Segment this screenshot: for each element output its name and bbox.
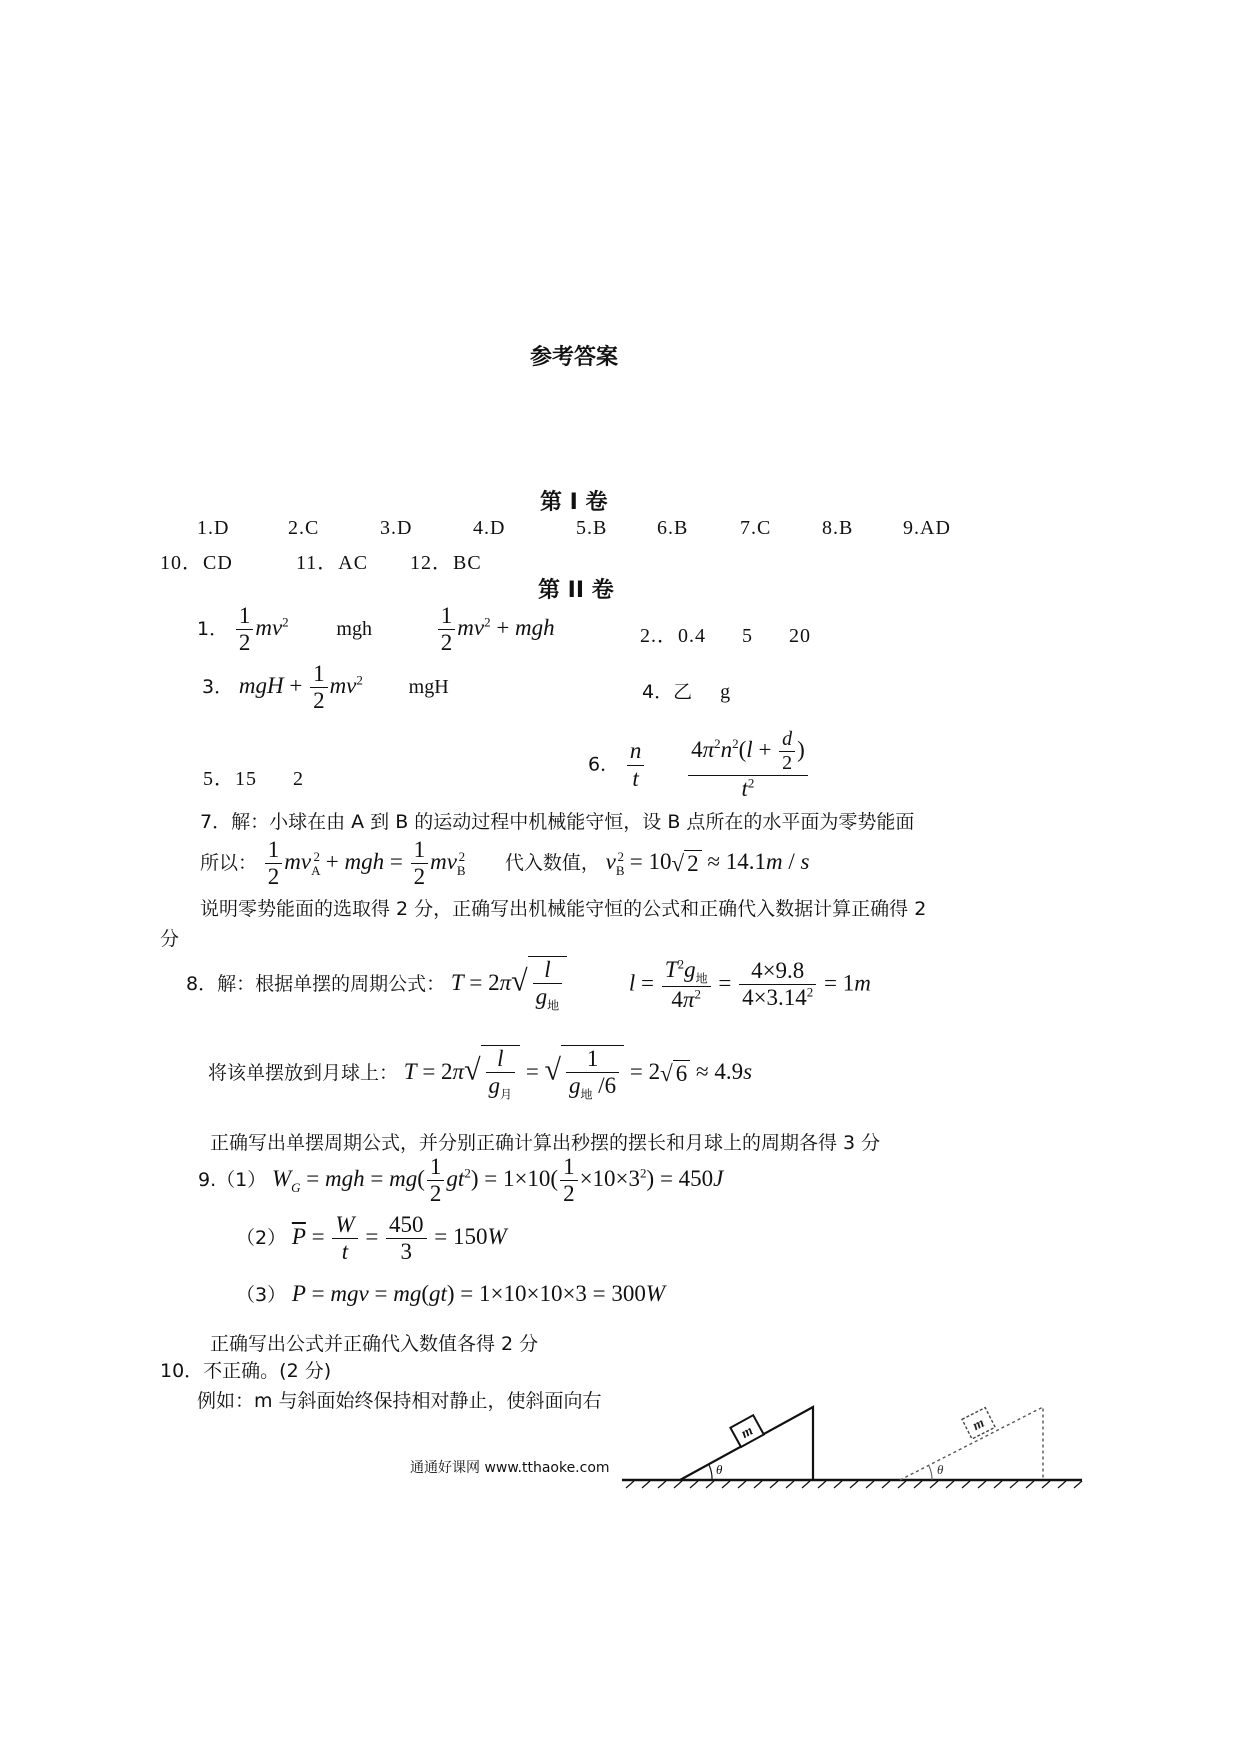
ground-hatching (626, 1481, 1082, 1488)
q10-line1: 10．不正确。(2 分) (160, 1360, 332, 1382)
q9-average-power: （2） $\overline{P}$ = $\frac{W}{t}$ = $\frac{450}{3}$ = 150W (236, 1212, 507, 1265)
q4-number: 4．乙 (642, 681, 693, 703)
q3-answer: 3． mgH + $\frac{1}{2}$ $mv^2$ mgH (202, 661, 449, 714)
block-dashed (962, 1408, 995, 1439)
q7-equation: 所以： $\frac{1}{2}$ $mv_A^2$ + mgh = $\frac{1}{2}$ $mv_B^2$ 代入数值， $v_B^2 = 10√$ 2 ≈ 14.1m / s (200, 837, 810, 890)
angle-label-dashed: θ (937, 1462, 944, 1477)
answer-1: 1.D (197, 517, 230, 539)
q8-note: 正确写出单摆周期公式，并分别正确计算出秒摆的摆长和月球上的周期各得 3 分 (210, 1132, 881, 1154)
angle-label-solid: θ (716, 1462, 723, 1477)
q7-note-line1: 说明零势能面的选取得 2 分，正确写出机械能守恒的公式和正确代入数据计算正确得 2 (200, 898, 927, 920)
incline-figure (620, 1395, 1090, 1495)
q8-period-formula: 8．解：根据单摆的周期公式： T = 2π√ $\frac{l}{g_地}$ l = $\frac{T^2g_地}{4\pi^2}$ = $\frac{4\times 9.8}{4\times 3.14^2}$ = 1m (186, 955, 871, 1014)
answer-10: 10．CD (160, 552, 233, 574)
q1-number: 1． (197, 618, 229, 641)
incline-dashed (900, 1407, 1043, 1480)
answer-12: 12．BC (410, 552, 482, 574)
q6-number: 6． (588, 753, 620, 776)
answer-4: 4.D (473, 517, 506, 539)
q10-line2: 例如：m 与斜面始终保持相对静止，使斜面向右 (197, 1390, 602, 1412)
part1-heading: 第 I 卷 (540, 490, 608, 515)
q1-mgh: mgh (336, 618, 372, 641)
answer-7: 7.C (740, 517, 772, 539)
block-solid (730, 1415, 763, 1447)
q9-note: 正确写出公式并正确代入数值各得 2 分 (210, 1333, 539, 1355)
q8-moon-period: 将该单摆放到月球上： T = 2π√ $\frac{l}{g_月}$ = √ $\frac{1}{g_地 /6}$ = 2√ 6 ≈ 4.9s (208, 1046, 753, 1103)
q7-line1: 7．解：小球在由 A 到 B 的运动过程中机械能守恒，设 B 点所在的水平面为零势能面 (200, 811, 915, 833)
q6-answer: 6． $\frac{n}{t}$ $4\pi^2n^2(l$ + $\frac{d}{2}$ ) $t^2$ (588, 728, 810, 802)
q7-note-line2: 分 (160, 928, 180, 950)
answer-11: 11．AC (296, 552, 369, 574)
q5-answer: 5．15 2 (203, 768, 304, 790)
q2-answer: 2.．0.4 5 20 (640, 625, 811, 647)
footer-site: 通通好课网 www.tthaoke.com (410, 1460, 610, 1476)
q1-answer: 1． $\frac{1}{2}$ $mv^2$ mgh $\frac{1}{2}$ $mv^2$ + mgh (197, 603, 555, 656)
answer-9: 9.AD (903, 517, 951, 539)
q3-number: 3． (202, 676, 234, 699)
q9-instant-power: （3） P = mgv = mg(gt) = 1×10×10×3 = 300W (236, 1281, 666, 1306)
block-label-solid: m (738, 1423, 756, 1442)
q2-number: 2.．0.4 (640, 625, 706, 647)
answer-2: 2.C (288, 517, 320, 539)
q4-answer: 4．乙 g (642, 681, 731, 703)
answer-8: 8.B (822, 517, 854, 539)
answer-5: 5.B (576, 517, 608, 539)
q5-number: 5．15 (203, 768, 257, 790)
answer-6: 6.B (657, 517, 689, 539)
page-title: 参考答案 (530, 345, 619, 370)
incline-solid (680, 1407, 813, 1480)
block-label-dashed: m (970, 1415, 988, 1435)
q9-work: 9.（1） $W_G$ = mgh = mg( $\frac{1}{2}$ $gt^2) = 1\times 10$( $\frac{1}{2}$ $\times 10\times 3^2) = 450J$ (198, 1154, 724, 1207)
part2-heading: 第 II 卷 (538, 578, 614, 603)
answer-3: 3.D (380, 517, 413, 539)
